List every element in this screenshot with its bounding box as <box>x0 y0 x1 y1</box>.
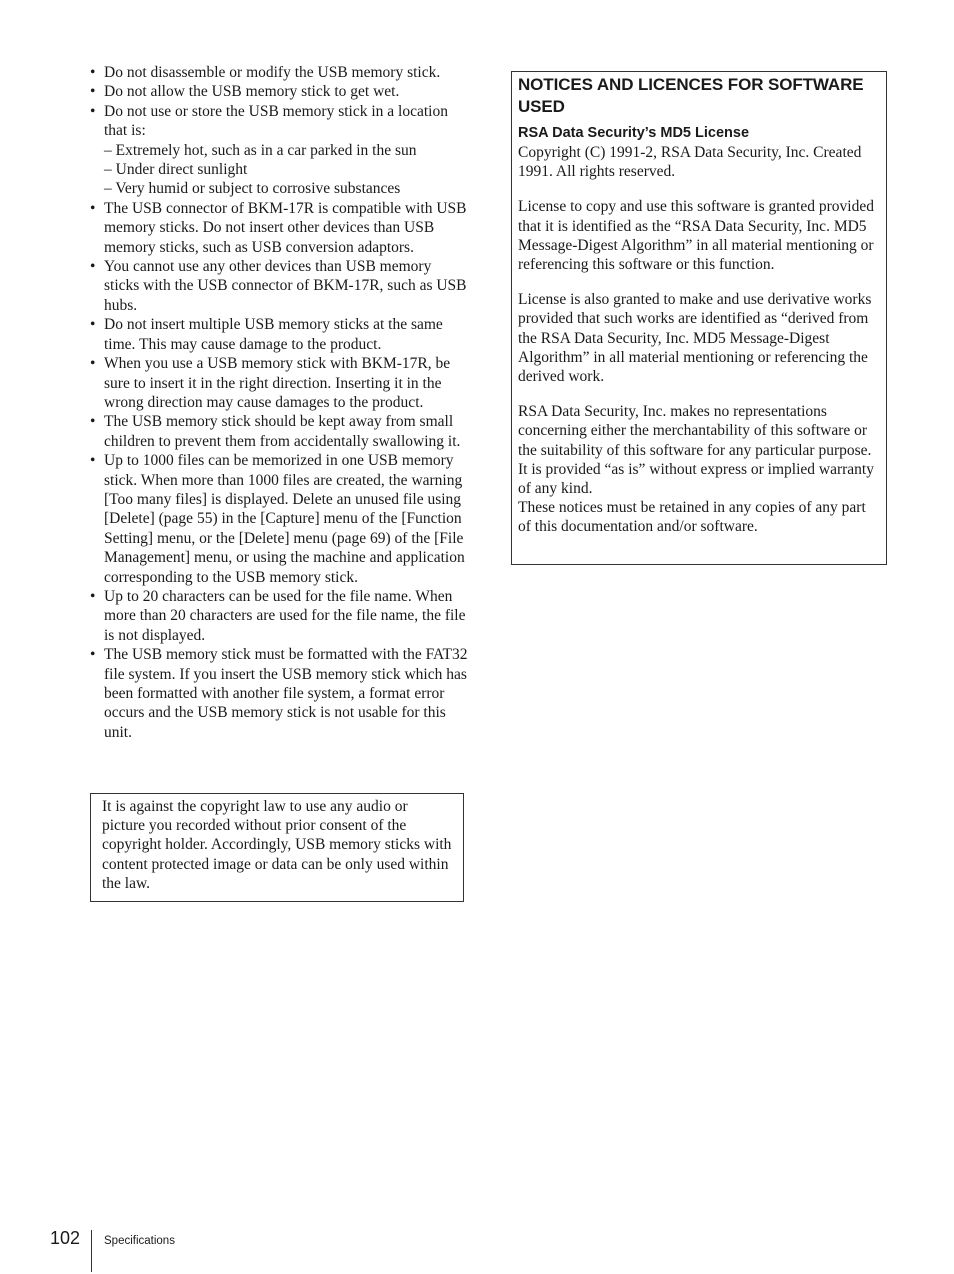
software-notices-box <box>511 71 887 565</box>
list-item: • Up to 1000 files can be memorized in one USB memory stick. When more than 1000 files are created, the warning [Too many files] is displayed. Delete an unused file using [Delete] (page 55) in the [Capture] menu of the [Function Setting] menu, or the [Delete] menu (page 69) of the [File Management] menu, or using the machine and application corresponding to the USB memory stick. <box>90 451 468 587</box>
list-item: • The USB memory stick must be formatted with the FAT32 file system. If you insert the USB memory stick which has been formatted with another file system, a format error occurs and the USB memory stick is not usable for this unit. <box>90 645 468 742</box>
list-item: • You cannot use any other devices than USB memory sticks with the USB connector of BKM-17R, such as USB hubs. <box>90 257 468 315</box>
sub-list-item: – Under direct sunlight <box>104 161 248 179</box>
list-item: • Up to 20 characters can be used for the file name. When more than 20 characters are used for the file name, the file is not displayed. <box>90 587 468 645</box>
license-paragraph: License to copy and use this software is granted provided that it is identified as the “RSA Data Security, Inc. MD5 Message-Digest Algorithm” in all material mentioning or referencing this software or this function. <box>518 198 874 274</box>
sub-list <box>104 141 468 199</box>
sub-list-item: – Very humid or subject to corrosive substances <box>104 180 401 198</box>
list-item: • Do not disassemble or modify the USB memory stick. <box>90 63 468 82</box>
list-item: • The USB connector of BKM-17R is compatible with USB memory sticks. Do not insert other devices than USB memory sticks, such as USB conversion adaptors. <box>90 199 468 257</box>
usb-precautions-list <box>90 63 468 742</box>
warranty-disclaimer-paragraph: RSA Data Security, Inc. makes no representations concerning either the merchantability of this software or the suitability of this software for any particular purpose. It is provided “as is” without express or implied warranty of any kind. <box>518 403 874 498</box>
notices-heading: NOTICES AND LICENCES FOR SOFTWARE USED <box>518 75 864 116</box>
list-item: • When you use a USB memory stick with BKM-17R, be sure to insert it in the right direction. Inserting it in the wrong direction may cause damages to the product. <box>90 354 468 412</box>
usb-precautions-column <box>90 63 468 742</box>
list-item: • Do not insert multiple USB memory sticks at the same time. This may cause damage to the product. <box>90 315 468 354</box>
md5-license-heading: RSA Data Security’s MD5 License <box>518 125 750 141</box>
section-name: Specifications <box>104 1235 175 1247</box>
list-item: • The USB memory stick should be kept away from small children to prevent them from accidentally swallowing it. <box>90 412 468 451</box>
list-item: • Do not allow the USB memory stick to get wet. <box>90 82 468 101</box>
page-number: 102 <box>50 1228 81 1248</box>
copyright-paragraph: Copyright (C) 1991-2, RSA Data Security, Inc. Created 1991. All rights reserved. <box>518 144 862 181</box>
sub-list-item: – Extremely hot, such as in a car parked in the sun <box>104 141 417 159</box>
derivative-license-paragraph: License is also granted to make and use derivative works provided that such works are identified as “derived from the RSA Data Security, Inc. MD5 Message-Digest Algorithm” in all material mentioning or referencing the derived work. <box>518 291 872 386</box>
footer-divider <box>91 1230 92 1272</box>
copyright-notice-text: It is against the copyright law to use any audio or picture you recorded without prior consent of the copyright holder. Accordingly, USB memory sticks with content protected image or data can be only used within the law. <box>102 798 452 892</box>
list-item: • Do not use or store the USB memory stick in a location that is: – Extremely hot, such as in a car parked in the sun – Under direct sunlight – Very humid or subject to corrosive substances <box>90 102 468 199</box>
retention-paragraph: These notices must be retained in any copies of any part of this documentation and/or software. <box>518 499 866 536</box>
copyright-notice-box <box>90 793 464 902</box>
